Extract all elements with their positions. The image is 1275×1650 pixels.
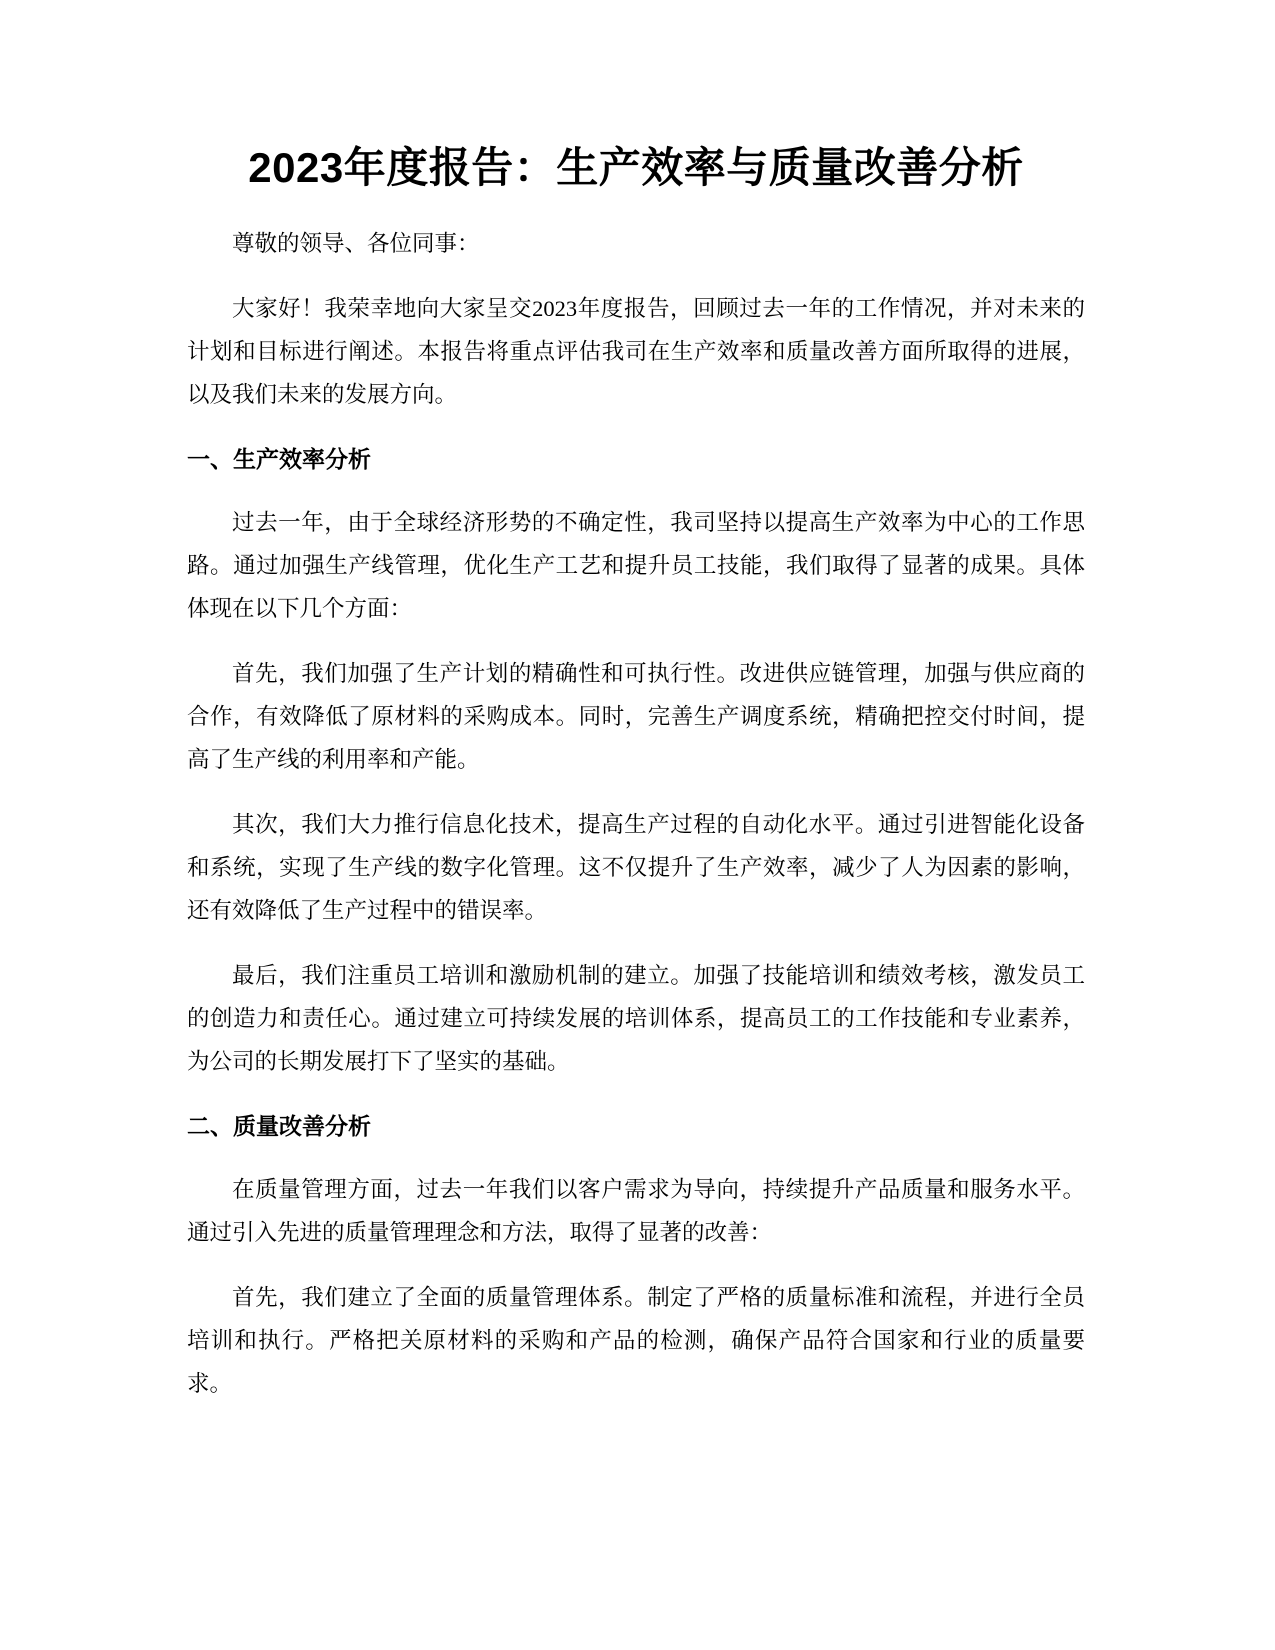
document-title: 2023年度报告：生产效率与质量改善分析 [248,144,1024,191]
section-paragraph: 过去一年，由于全球经济形势的不确定性，我司坚持以提高生产效率为中心的工作思路。通过加强生产线管理，优化生产工艺和提升员工技能，我们取得了显著的成果。具体体现在以下几个方面： [187,510,1085,621]
section-paragraph: 在质量管理方面，过去一年我们以客户需求为导向，持续提升产品质量和服务水平。通过引入先进的质量管理理念和方法，取得了显著的改善： [187,1177,1085,1245]
section-quality-improvement [187,1105,1085,1405]
section-production-efficiency [187,438,1085,1083]
section-paragraph: 其次，我们大力推行信息化技术，提高生产过程的自动化水平。通过引进智能化设备和系统，实现了生产线的数字化管理。这不仅提升了生产效率，减少了人为因素的影响，还有效降低了生产过程中的错误率。 [187,812,1085,923]
section-heading: 一、生产效率分析 [187,446,371,472]
section-paragraph: 最后，我们注重员工培训和激励机制的建立。加强了技能培训和绩效考核，激发员工的创造力和责任心。通过建立可持续发展的培训体系，提高员工的工作技能和专业素养，为公司的长期发展打下了坚实的基础。 [187,963,1085,1074]
section-heading: 二、质量改善分析 [187,1113,371,1139]
section-paragraph: 首先，我们加强了生产计划的精确性和可执行性。改进供应链管理，加强与供应商的合作，有效降低了原材料的采购成本。同时，完善生产调度系统，精确把控交付时间，提高了生产线的利用率和产能。 [187,661,1085,772]
intro-paragraph: 大家好！我荣幸地向大家呈交2023年度报告，回顾过去一年的工作情况，并对未来的计划和目标进行阐述。本报告将重点评估我司在生产效率和质量改善方面所取得的进展，以及我们未来的发展方向。 [187,296,1085,407]
greeting-paragraph: 尊敬的领导、各位同事： [232,231,480,256]
section-paragraph: 首先，我们建立了全面的质量管理体系。制定了严格的质量标准和流程，并进行全员培训和执行。严格把关原材料的采购和产品的检测，确保产品符合国家和行业的质量要求。 [187,1285,1085,1396]
